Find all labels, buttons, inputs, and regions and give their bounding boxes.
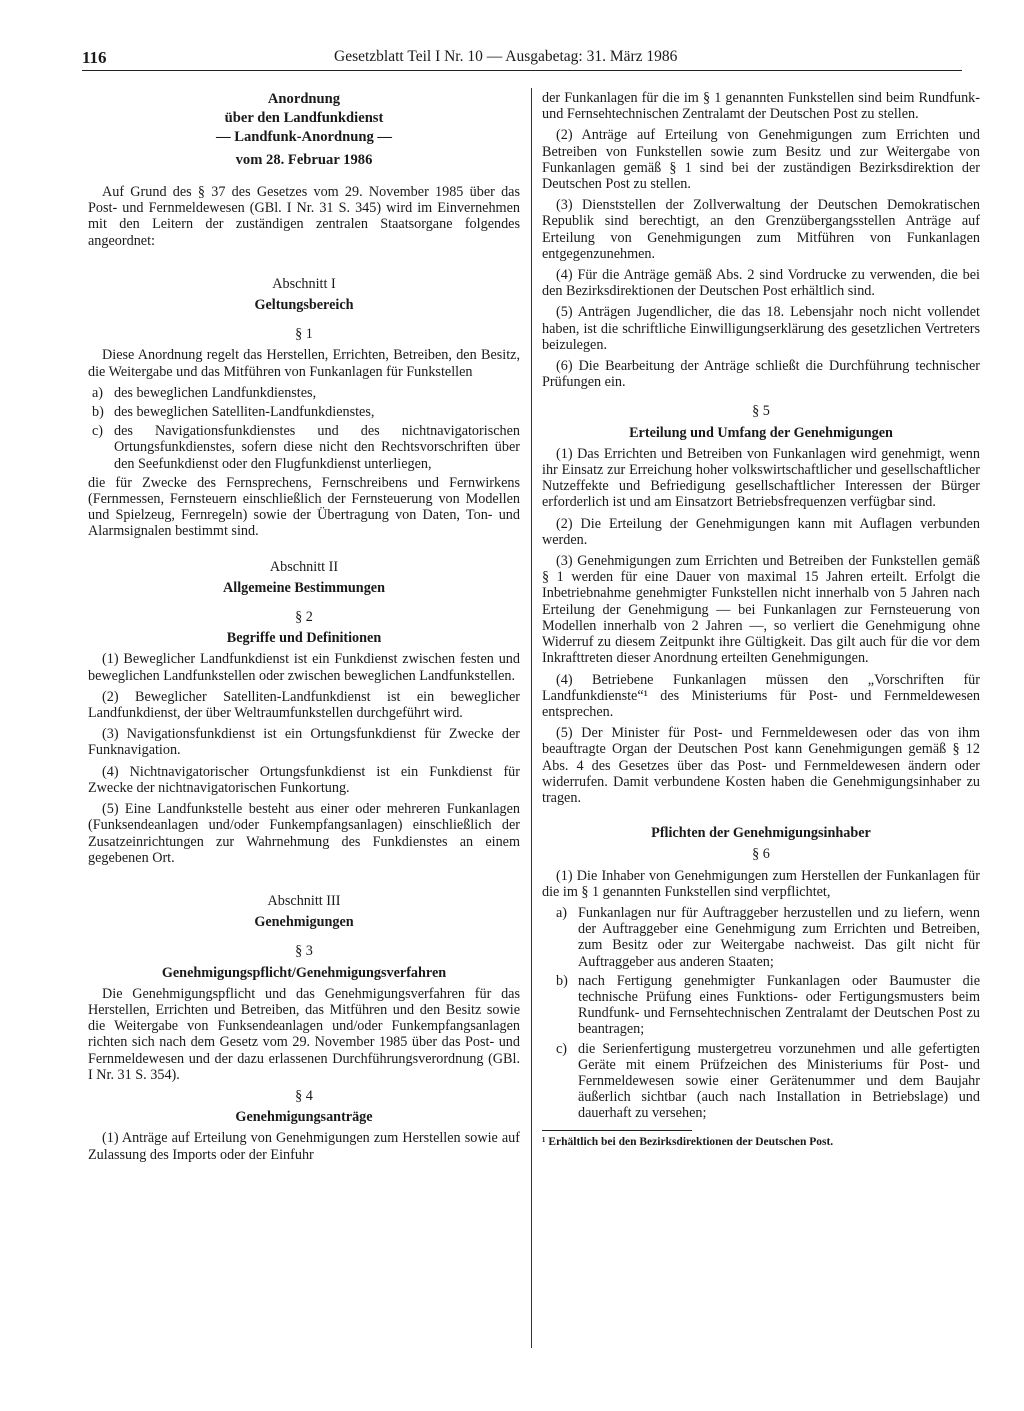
ordinance-date: vom 28. Februar 1986 xyxy=(235,152,373,168)
header-title: Gesetzblatt Teil I Nr. 10 — Ausgabetag: 31. März 1986 xyxy=(334,48,678,65)
paragraph-text: (3) Dienststellen der Zollverwaltung der Deutschen Demokratischen Republik sind berechtigt, an den Grenzübergangsstellen Anträge auf Erteilung von Genehmigungen zum Mitführen von Funkanlagen entgegenzunehmen. xyxy=(542,197,980,262)
paragraph-text: (5) Eine Landfunkstelle besteht aus einer oder mehreren Funkanlagen (Funksendeanlagen und/oder Funkempfangsanlagen) einschließlich der Zusatzeinrichtungen zur Wahrnehmung des Funkdienstes an einem gegebenen Ort. xyxy=(88,801,520,866)
paragraph-number: § 5 xyxy=(752,403,770,420)
list-marker: b) xyxy=(92,404,104,421)
paragraph-text: (3) Genehmigungen zum Errichten und Betreiben der Funkstellen gemäß § 1 werden für eine Dauer von maximal 15 Jahren erteilt. Erfolgt die Inbetriebnahme genehmigter Funkstellen nicht innerhalb von 5 Jahren nach Erteilung der Genehmigung — bei Funkanlagen zur Fernsteuerung von Modellen innerhalb von 2 Jahren —, so verliert die Genehmigung ohne Widerruf zu diesem Zeitpunkt ihre Gültigkeit. Das gilt auch für die vor dem Inkrafttreten dieser Anordnung erteilten Genehmigungen. xyxy=(542,553,980,667)
list-item-text: des Navigationsfunkdienstes und des nichtnavigatorischen Ortungsfunkdienstes, sofern diese nicht den Rechtsvorschriften über den Seefunkdienst oder den Flugfunkdienst unterliegen, xyxy=(114,423,520,472)
paragraph-text: (1) Die Inhaber von Genehmigungen zum Herstellen der Funkanlagen für die im § 1 genannten Funkstellen sind verpflichtet, xyxy=(542,867,980,900)
list-item xyxy=(92,423,520,472)
paragraph-text: (2) Anträge auf Erteilung von Genehmigungen zum Errichten und Betreiben von Funkstellen sowie zum Besitz und zur Weitergabe von Funkanlagen gemäß § 1 sind bei der zuständigen Bezirksdirektion der Deutschen Post zu stellen. xyxy=(542,127,980,193)
preamble: Auf Grund des § 37 des Gesetzes vom 29. November 1985 über das Post- und Fernmeldewesen (GBl. I Nr. 31 S. 345) wird im Einvernehmen mit den Leitern der zuständigen zentralen Staatsorgane folgendes angeordnet: xyxy=(88,184,520,249)
paragraph-number: § 2 xyxy=(295,609,313,626)
paragraph-title: Erteilung und Umfang der Genehmigungen xyxy=(629,424,893,441)
section-heading: Abschnitt I xyxy=(272,275,336,292)
list-item-text: des beweglichen Satelliten-Landfunkdienstes, xyxy=(114,404,375,421)
paragraph-text: (1) Das Errichten und Betreiben von Funkanlagen wird genehmigt, wenn ihr Einsatz zur Erreichung hoher volkswirtschaftlicher und gesellschaftlicher Nutzeffekte und Befriedigung gesellschaftlicher Interessen der Bürger erforderlich ist und am Einsatzort Betriebsfrequenzen verfügbar sind. xyxy=(542,445,980,511)
right-column xyxy=(542,90,980,1149)
paragraph-text: Diese Anordnung regelt das Herstellen, Errichten, Betreiben, den Besitz, die Weitergabe und das Mitführen von Funkanlagen für Funkstellen xyxy=(88,347,520,380)
paragraph-text: (4) Nichtnavigatorischer Ortungsfunkdienst ist ein Funkdienst für Zwecke der nichtnavigatorischen Funkortung. xyxy=(88,763,520,796)
header-rule xyxy=(82,70,962,71)
paragraph-text: (2) Die Erteilung der Genehmigungen kann mit Auflagen verbunden werden. xyxy=(542,515,980,548)
list-item xyxy=(556,973,980,1038)
section-title: Genehmigungen xyxy=(254,914,354,931)
paragraph-title: Genehmigungspflicht/Genehmigungsverfahren xyxy=(161,964,447,981)
list-item xyxy=(556,905,980,970)
footnote: ¹ Erhältlich bei den Bezirksdirektionen der Deutschen Post. xyxy=(542,1135,834,1148)
section-heading: Abschnitt II xyxy=(269,558,339,575)
paragraph-text: (4) Für die Anträge gemäß Abs. 2 sind Vordrucke zu verwenden, die bei den Bezirksdirektionen der Deutschen Post erhältlich sind. xyxy=(542,267,980,300)
paragraph-text: der Funkanlagen für die im § 1 genannten Funkstellen sind beim Rundfunk- und Fernsehtechnischen Zentralamt der Deutschen Post zu stellen. xyxy=(542,90,980,123)
paragraph-text: (5) Der Minister für Post- und Fernmeldewesen oder das von ihm beauftragte Organ der Deutschen Post kann Genehmigungen gemäß § 12 Abs. 4 des Gesetzes über das Post- und Fernmeldewesen ändern oder widerrufen. Damit verbundene Kosten haben die Genehmigungsinhaber zu tragen. xyxy=(542,725,980,806)
paragraph-text: (4) Betriebene Funkanlagen müssen den „Vorschriften für Landfunkdienste“¹ des Ministeriums für Post- und Fernmeldewesen entsprechen. xyxy=(542,671,980,720)
list-item-text: nach Fertigung genehmigter Funkanlagen oder Baumuster die technische Prüfung eines Funktions- oder Fertigungsmusters beim Rundfunk- und Fernsehtechnischen Zentralamt der Deutschen Post zu beantragen; xyxy=(578,972,980,1038)
list-item xyxy=(556,1041,980,1122)
paragraph-text: (6) Die Bearbeitung der Anträge schließt die Durchführung technischer Prüfungen ein. xyxy=(542,358,980,391)
paragraph-title: Pflichten der Genehmigungsinhaber xyxy=(651,825,871,842)
list-item-text: Funkanlagen nur für Auftraggeber herzustellen und zu liefern, wenn der Auftraggeber eine Genehmigung zum Errichten und Betreiben, zum Besitz oder zur Weitergabe nachweist. Das gilt nicht für Auftraggeber aus anderen Staaten; xyxy=(578,904,980,970)
list-marker: b) xyxy=(556,972,568,989)
paragraph-title: Genehmigungsanträge xyxy=(235,1109,373,1126)
section-title: Geltungsbereich xyxy=(254,297,354,314)
list-marker: a) xyxy=(556,904,568,921)
paragraph-text: (3) Navigationsfunkdienst ist ein Ortungsfunkdienst für Zwecke der Funknavigation. xyxy=(88,726,520,759)
paragraph-number: § 1 xyxy=(295,326,313,343)
list-item xyxy=(92,385,520,401)
paragraph-number: § 6 xyxy=(752,846,770,863)
paragraph-text: (1) Beweglicher Landfunkdienst ist ein Funkdienst zwischen festen und beweglichen Landfunkstellen oder zwischen beweglichen Landfunkstellen. xyxy=(88,651,520,684)
list-marker: c) xyxy=(556,1040,568,1057)
list-item-text: des beweglichen Landfunkdienstes, xyxy=(114,384,317,401)
ordinance-title-line2: über den Landfunkdienst xyxy=(224,110,384,126)
ordinance-title: Anordnung xyxy=(267,91,341,107)
list-item xyxy=(92,404,520,420)
paragraph-number: § 3 xyxy=(295,943,313,960)
left-column xyxy=(88,90,520,1168)
page-number: 116 xyxy=(82,48,107,67)
ordinance-short-title: — Landfunk-Anordnung — xyxy=(215,129,392,145)
column-divider xyxy=(531,88,532,1348)
list-marker: a) xyxy=(92,384,104,401)
paragraph-text: (5) Anträgen Jugendlicher, die das 18. Lebensjahr noch nicht vollendet haben, ist die schriftliche Einwilligungserklärung des gesetzlichen Vertreters beizulegen. xyxy=(542,304,980,353)
paragraph-text: die für Zwecke des Fernsprechens, Fernschreibens und Fernwirkens (Fernmessen, Fernsteuern einschließlich der Fernsteuerung von Modellen und Spielzeug, Fernregeln) sowie der Übertragung von Daten, Ton- und Alarmsignalen bestimmt sind. xyxy=(88,474,520,540)
section-title: Allgemeine Bestimmungen xyxy=(223,579,385,596)
paragraph-number: § 4 xyxy=(295,1087,313,1104)
footnote-rule xyxy=(542,1130,692,1131)
paragraph-text: (1) Anträge auf Erteilung von Genehmigungen zum Herstellen sowie auf Zulassung des Imports oder der Einfuhr xyxy=(88,1130,520,1163)
paragraph-title: Begriffe und Definitionen xyxy=(226,630,382,647)
section-heading: Abschnitt III xyxy=(267,892,341,909)
paragraph-text: Die Genehmigungspflicht und das Genehmigungsverfahren für das Herstellen, Errichten und Betreiben, das Mitführen und den Besitz sowie die Weitergabe von Funksendeanlagen und/oder Funkempfangsanlagen richten sich nach dem Gesetz vom 29. November 1985 über das Post- und Fernmeldewesen und der dazu erlassenen Durchführungsverordnung (GBl. I Nr. 31 S. 354). xyxy=(88,985,520,1083)
list-marker: c) xyxy=(92,423,104,440)
paragraph-text: (2) Beweglicher Satelliten-Landfunkdienst ist ein beweglicher Landfunkdienst, der über Weltraumfunkstellen durchgeführt wird. xyxy=(88,688,520,722)
list-item-text: die Serienfertigung mustergetreu vorzunehmen und alle gefertigten Geräte mit einem Prüfzeichen des Ministeriums für Post- und Fernmeldewesen sowie einer Gerätenummer und dem Baujahr äußerlich sichtbar (auch nach Installation in Betriebslage) und dauerhaft zu versehen; xyxy=(578,1040,980,1122)
page-header xyxy=(82,48,962,72)
